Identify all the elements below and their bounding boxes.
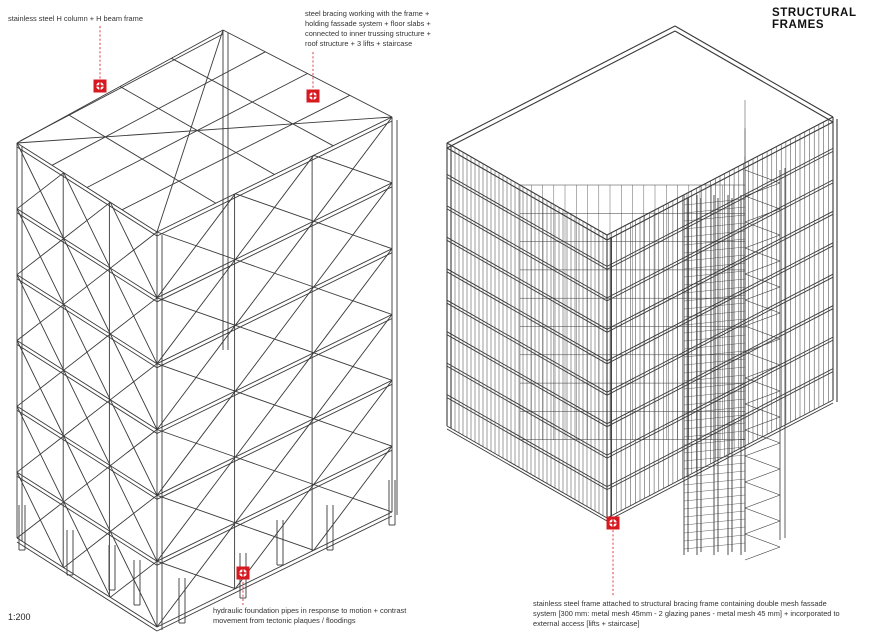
- marker-column-icon: [94, 80, 107, 93]
- note-facade-line: stainless steel frame attached to structural bracing frame containing double mesh fassade: [533, 599, 827, 608]
- note-column: stainless steel H column + H beam frame: [8, 14, 143, 23]
- note-bracing-line: connected to inner trussing structure +: [305, 29, 431, 38]
- note-bracing-line: roof structure + 3 lifts + staircase: [305, 39, 413, 48]
- marker-foundation-icon: [237, 567, 250, 580]
- marker-bracing-icon: [307, 90, 320, 103]
- note-foundation-line: hydraulic foundation pipes in response to motion + contrast: [213, 606, 407, 615]
- note-facade-line: system [300 mm: metal mesh 45mm - 2 glazing panes - metal mesh 45 mm] + incorporated to: [533, 609, 840, 618]
- note-bracing-line: holding fassade system + floor slabs +: [305, 19, 431, 28]
- scale-label: 1:200: [8, 612, 31, 622]
- facade-frame-axonometric: [447, 26, 837, 560]
- marker-facade-icon: [607, 517, 620, 530]
- note-bracing-line: steel bracing working with the frame +: [305, 9, 430, 18]
- note-facade-line: external access [lifts + staircase]: [533, 619, 640, 628]
- note-foundation-line: movement from tectonic plaques / floodings: [213, 616, 356, 625]
- bracing-frame-axonometric: [17, 30, 397, 631]
- page-title: STRUCTURAL FRAMES: [772, 7, 857, 31]
